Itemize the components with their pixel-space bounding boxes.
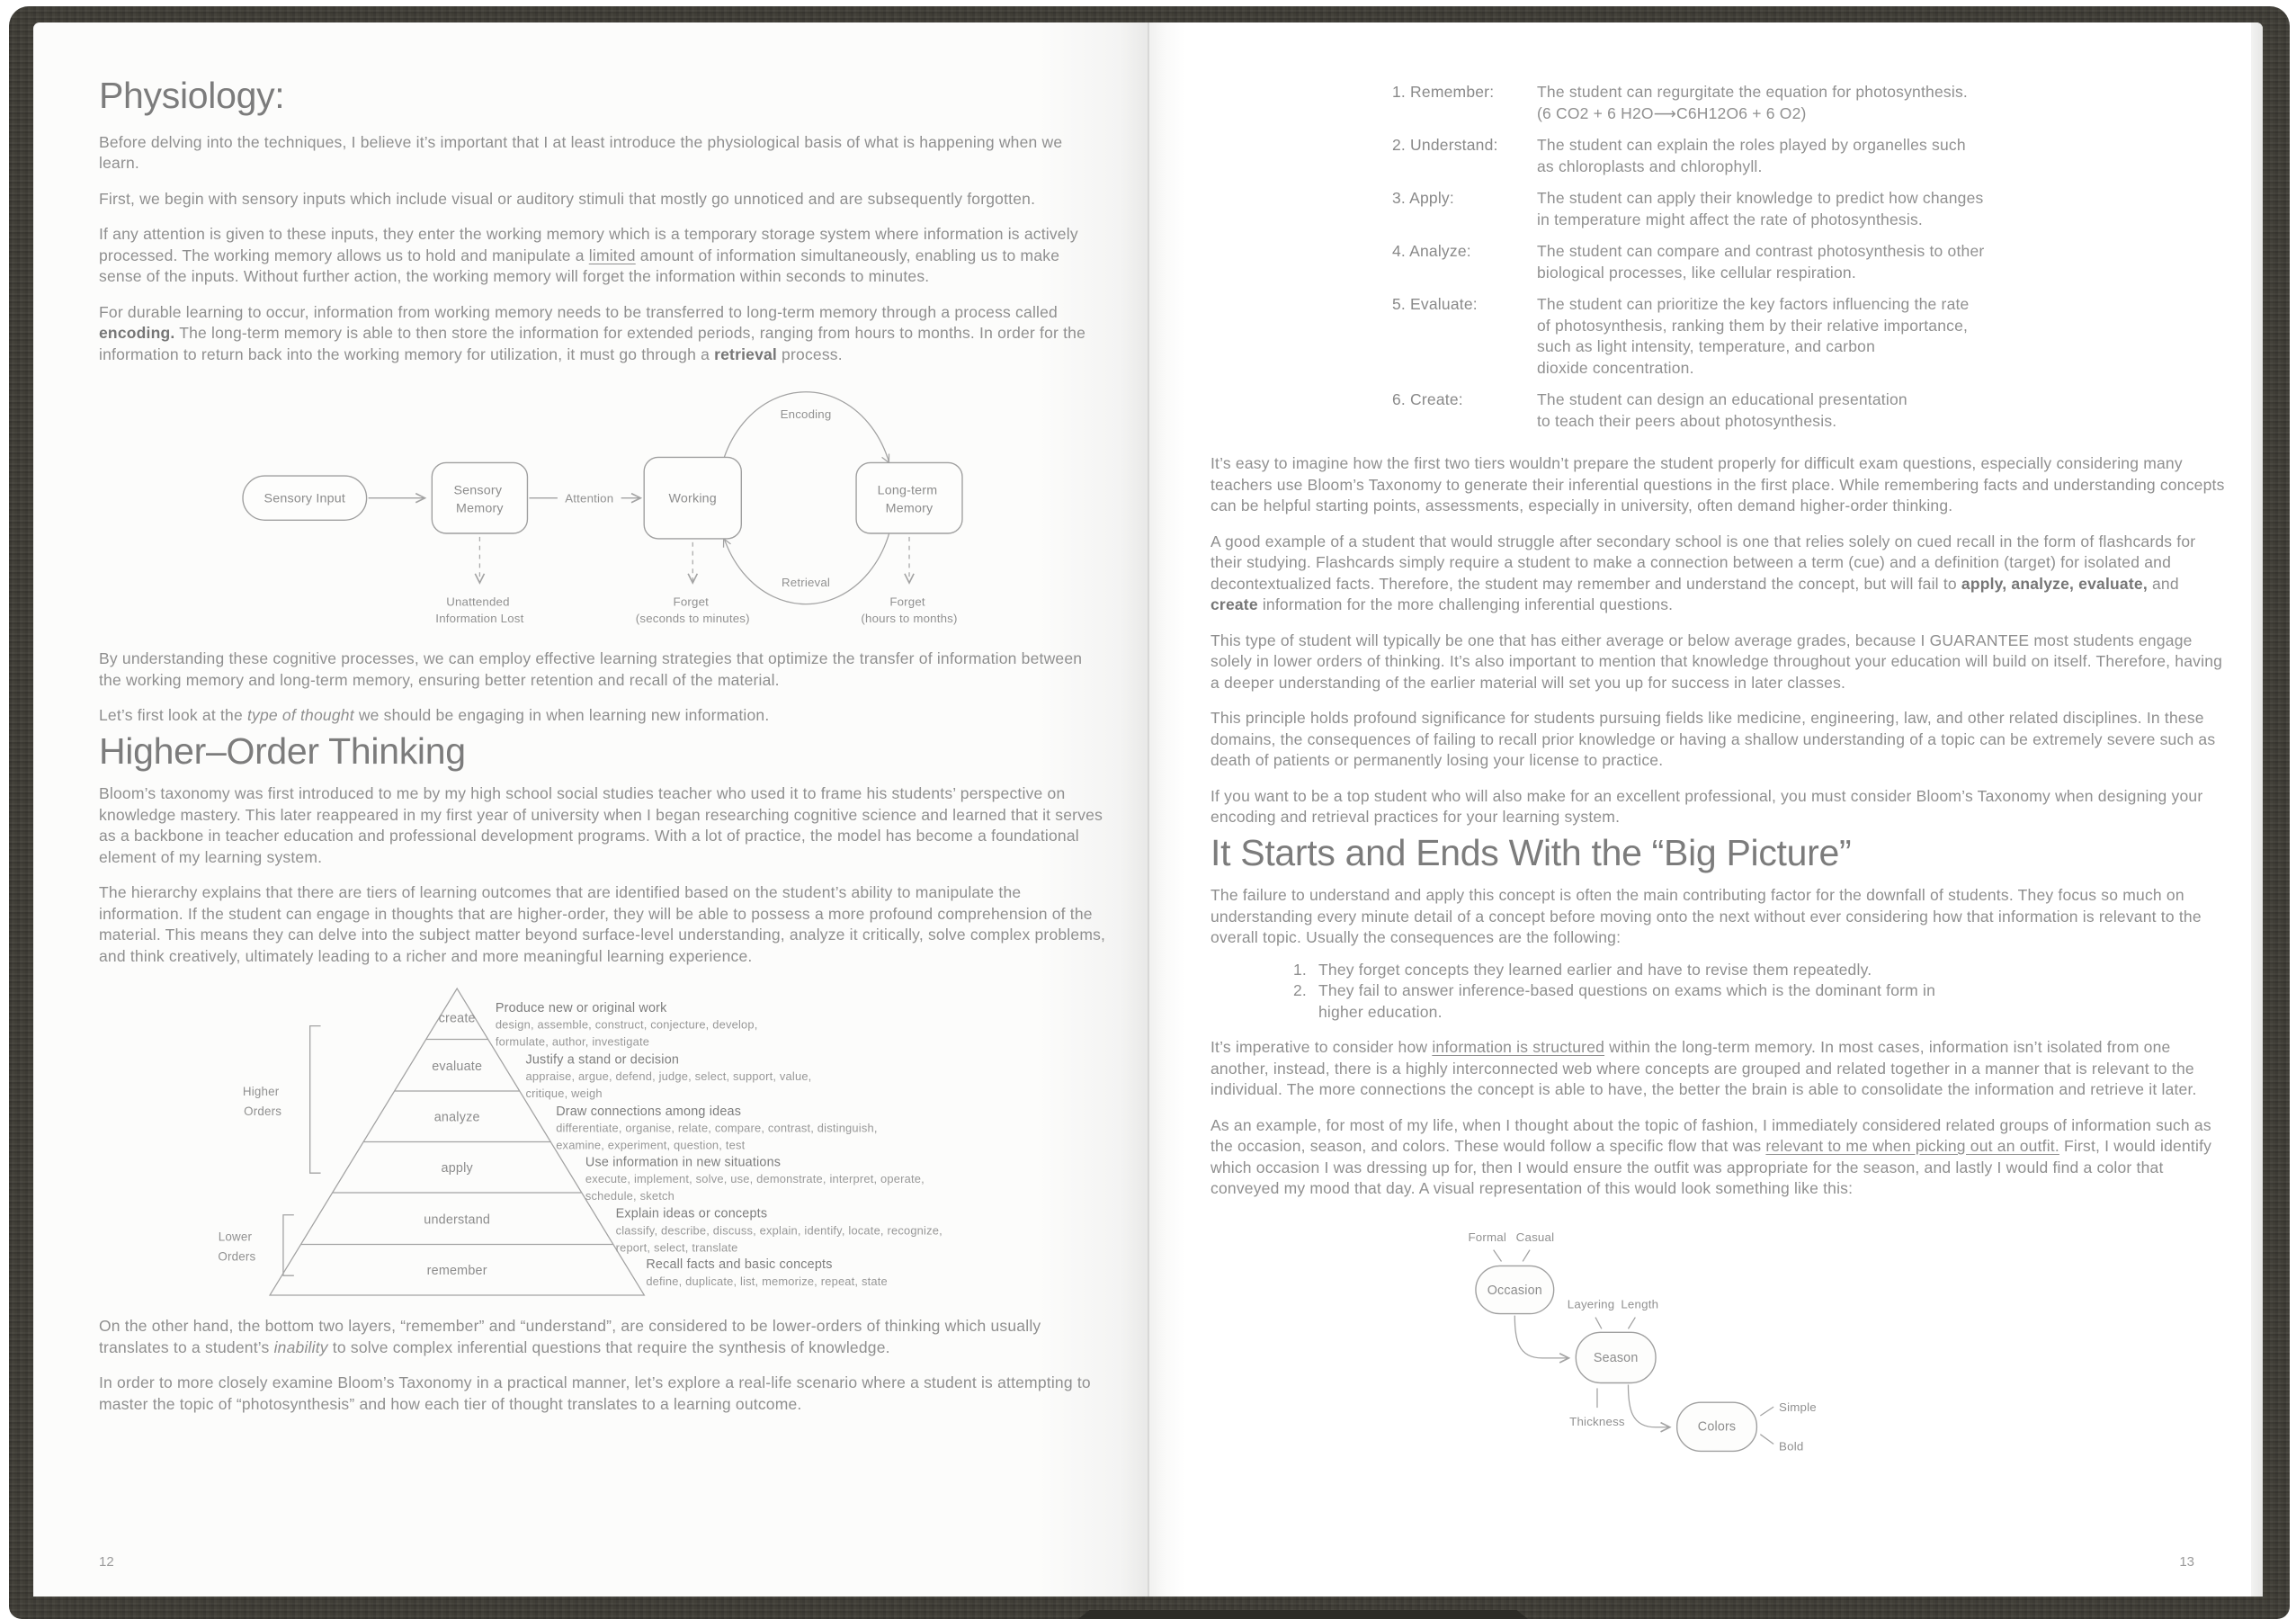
paragraph: The failure to understand and apply this concept is often the main contributing factor for the downfall of students. They focus so much on understanding every minute detail of a concept before moving onto the next without ever considering how that information is relevant to the overall topic. Usually the consequences are the following: <box>1211 886 2202 946</box>
forget-longterm-label: Forget (hours to months) <box>861 595 958 626</box>
forget-working-label: Forget (seconds to minutes) <box>635 595 750 626</box>
text-segment: For durable learning to occur, information from working memory needs to be transferred to long-term memory through a process called <box>99 302 1058 321</box>
text-segment: As an example, for most of my life, when I thought about the topic of fashion, I immediately considered related groups of information such as the occasion, season, and colors. These would follow a specific flow that was <box>1211 1115 2211 1155</box>
text-segment: to solve complex inferential questions that require the synthesis of knowledge. <box>327 1337 890 1356</box>
paragraph <box>99 224 1106 288</box>
text-segment: we should be engaging in when learning new information. <box>353 706 770 724</box>
thickness-label: Thickness <box>1569 1414 1625 1428</box>
outcome-row <box>1392 135 2229 177</box>
pyramid-level-verbs: design, assemble, construct, conjecture, develop, <box>495 1017 758 1032</box>
retrieval-label: Retrieval <box>782 575 831 589</box>
fashion-flow-diagram <box>1409 1214 2030 1489</box>
paragraph: It’s easy to imagine how the first two tiers wouldn’t prepare the student properly for difficult exam questions, especially considering many teachers use Bloom’s Taxonomy to generate their inferential questions in the first place. While remembering facts and understanding concepts can be helpful starting points, assessments, especially in university, often demand higher-order thinking. <box>1211 454 2225 514</box>
text-segment: encoding. <box>99 324 175 342</box>
working-memory-label: Working <box>668 491 717 506</box>
blooms-pyramid-diagram <box>176 981 978 1303</box>
text-segment: apply, analyze, evaluate, <box>1961 574 2148 593</box>
simple-tick <box>1760 1407 1773 1416</box>
outcome-description: The student can prioritize the key factors influencing the rate of photosynthesis, ranking them by their relative importance, such as light intensity, temperature, and carbon dioxide concentration. <box>1537 295 1970 377</box>
pyramid-level-title: Recall facts and basic concepts <box>646 1257 833 1273</box>
higher-orders-bracket <box>310 1026 321 1174</box>
pyramid-level-verbs: report, select, translate <box>615 1240 738 1255</box>
pyramid-level-verbs: classify, describe, discuss, explain, identify, locate, recognize, <box>615 1223 943 1238</box>
paragraph <box>99 705 1106 727</box>
paragraph <box>99 302 1106 366</box>
casual-tick <box>1523 1249 1530 1261</box>
paragraph: Before delving into the techniques, I believe it’s important that I at least introduce the physiological basis of what is happening when we learn. <box>99 132 1063 172</box>
open-pages <box>33 22 2263 1597</box>
bold-label: Bold <box>1779 1438 1804 1453</box>
page-left <box>33 22 1148 1597</box>
pyramid-level-title: Justify a stand or decision <box>525 1052 680 1068</box>
pyramid-level-verbs: critique, weigh <box>525 1086 603 1100</box>
length-label: Length <box>1621 1297 1659 1311</box>
pyramid-level-verbs: differentiate, organise, relate, compare, contrast, distinguish, <box>556 1121 878 1135</box>
paragraph: This type of student will typically be one that has either average or below average grades, because I GUARANTEE most students engage solely in lower orders of thinking. It’s also important to mention that knowledge throughout your education will build on itself. Therefore, having a deeper understanding of the earlier material will set you up for success in later classes. <box>1211 631 2223 692</box>
text-segment: amount of information simultaneously, enabling us to make sense of the inputs. Without further action, the working memory will forget the information within seconds to minutes. <box>99 246 1060 285</box>
text-segment: Let’s first look at the <box>99 706 247 724</box>
sensory-input-label: Sensory Input <box>264 491 346 506</box>
layering-label: Layering <box>1567 1297 1615 1311</box>
consequence-item: 2. They fail to answer inference-based questions on exams which is the dominant form in higher education. <box>1311 980 2229 1023</box>
paragraph <box>99 1316 1106 1358</box>
outcome-row <box>1392 82 2229 124</box>
pyramid-level-label: remember <box>426 1264 487 1279</box>
page-edge <box>2251 22 2263 1597</box>
text-segment: type of thought <box>246 706 354 724</box>
bold-tick <box>1760 1434 1773 1444</box>
text-segment: retrieval <box>714 344 777 363</box>
paragraph <box>1211 1115 2229 1200</box>
text-segment: information for the more challenging inferential questions. <box>1257 595 1674 613</box>
text-segment: A good example of a student that would struggle after secondary school is one that relies solely on cued recall in the form of flashcards for their studying. Flashcards simply require a student to make a connection between a term (cue) and a definition (target) for isolated and decontextualized facts. Therefore, the student may remember and understand the concept, but will fail to <box>1211 532 2196 593</box>
encoding-label: Encoding <box>780 407 832 422</box>
formal-label: Formal <box>1468 1230 1507 1244</box>
higher-orders-label: Higher Orders <box>242 1084 282 1118</box>
text-segment: process. <box>777 344 843 363</box>
attention-label: Attention <box>565 491 614 505</box>
consequences-list <box>1273 960 2229 1024</box>
sensory-memory-label: Sensory Memory <box>453 483 504 516</box>
text-segment: First, I would identify which occasion I was dressing up for, then I would ensure the outfit was appropriate for the season, and lastly I would find a color that conveyed my mood that day. A visual representation of this would look something like this: <box>1211 1137 2212 1197</box>
text-segment: limited <box>588 246 636 264</box>
text-segment: and <box>2147 574 2179 593</box>
pyramid-level-verbs: execute, implement, solve, use, demonstrate, interpret, operate, <box>585 1172 925 1186</box>
text-segment: relevant to me when picking out an outfit. <box>1765 1137 2059 1155</box>
paragraph: The hierarchy explains that there are tiers of learning outcomes that are identified based on the student’s ability to manipulate the information. If the student can engage in thoughts that are higher-order, they will be able to possess a more profound comprehension of the material. This means they can delve into the subject matter beyond surface-level understanding, analyze it critically, solve complex problems, and think creatively, ultimately leading to a richer and more meaningful learning experience. <box>99 883 1106 965</box>
memory-flow-diagram <box>236 380 969 636</box>
outcome-row <box>1392 241 2229 283</box>
paragraph: This principle holds profound significance for students pursuing fields like medicine, engineering, law, and other related disciplines. In these domains, the consequences of failing to recall prior knowledge or having a shallow understanding of a topic can be extremely severe such as death of patients or permanently losing your license to practice. <box>1211 709 2216 769</box>
pyramid-level-title: Draw connections among ideas <box>556 1104 742 1119</box>
outcome-tier-label: 4. Analyze: <box>1392 242 1471 260</box>
text-segment: information is structured <box>1432 1038 1605 1056</box>
paragraph: Bloom’s taxonomy was first introduced to me by my high school social studies teacher who used it to frame his students’ perspective on knowledge mastery. This later reappeared in my first year of university when I began researching cognitive science and learned that it serves as a backbone in teacher education and professional development programs. With a lot of practice, the model has become a foundational element of my learning system. <box>99 784 1103 866</box>
text-segment: On the other hand, the bottom two layers, “remember” and “understand”, are considered to be lower-orders of thinking which usually translates to a student’s <box>99 1317 1041 1356</box>
page-left-content <box>33 22 1148 1415</box>
simple-label: Simple <box>1779 1400 1817 1414</box>
occasion-to-season-arrow <box>1514 1315 1568 1357</box>
paragraph: In order to more closely examine Bloom’s Taxonomy in a practical manner, let’s explore a real-life scenario where a student is attempting to master the topic of “photosynthesis” and how each tier of thought translates to a learning outcome. <box>99 1373 1091 1413</box>
lower-orders-bracket <box>283 1215 294 1275</box>
outcome-row <box>1392 188 2229 230</box>
formal-tick <box>1494 1249 1502 1261</box>
paragraph: By understanding these cognitive processes, we can employ effective learning strategies that optimize the transfer of information between the working memory and long-term memory, ensuring better retention and recall of the material. <box>99 649 1083 689</box>
page-number: 12 <box>99 1554 114 1570</box>
section-heading: It Starts and Ends With the “Big Picture” <box>1211 831 1852 873</box>
occasion-label: Occasion <box>1487 1283 1542 1298</box>
outcome-tier-label: 2. Understand: <box>1392 136 1498 154</box>
pyramid-level-verbs: define, duplicate, list, memorize, repeat, state <box>646 1275 888 1289</box>
text-segment: create <box>1211 595 1258 613</box>
layering-tick <box>1595 1317 1602 1328</box>
unattended-label: Unattended Information Lost <box>435 595 524 626</box>
blooms-outcomes-list <box>1392 82 2229 432</box>
paragraph: First, we begin with sensory inputs which include visual or auditory stimuli that mostly go unnoticed and are subsequently forgotten. <box>99 189 1036 208</box>
pyramid-level-title: Use information in new situations <box>585 1155 782 1170</box>
outcome-tier-label: 1. Remember: <box>1392 83 1495 101</box>
colors-label: Colors <box>1697 1419 1737 1435</box>
text-segment: If any attention is given to these inputs, they enter the working memory which is a temporary storage system where information is actively processed. The working memory allows us to hold and manipulate a <box>99 225 1078 264</box>
outcome-row <box>1392 294 2229 379</box>
pyramid-level-label: understand <box>424 1212 491 1228</box>
outcome-description: The student can design an educational presentation to teach their peers about photosynthesis. <box>1537 390 1907 430</box>
pyramid-level-verbs: appraise, argue, defend, judge, select, support, value, <box>525 1069 812 1084</box>
lower-orders-label: Lower Orders <box>218 1230 256 1264</box>
paragraph <box>1211 1037 2229 1101</box>
consequence-item: 1. They forget concepts they learned earlier and have to revise them repeatedly. <box>1311 960 2229 981</box>
outcome-tier-label: 5. Evaluate: <box>1392 295 1478 313</box>
length-tick <box>1628 1317 1635 1328</box>
casual-label: Casual <box>1515 1230 1555 1244</box>
season-to-colors-arrow <box>1628 1384 1669 1427</box>
pyramid-level-verbs: examine, experiment, question, test <box>556 1138 746 1152</box>
page-title: Physiology: <box>99 75 285 116</box>
longterm-memory-label: Long-term Memory <box>877 483 938 516</box>
outcome-description: The student can apply their knowledge to predict how changes in temperature might affect the rate of photosynthesis. <box>1537 189 1984 228</box>
text-segment: inability <box>273 1337 328 1356</box>
outcome-description: The student can explain the roles played by organelles such as chloroplasts and chlorophyll. <box>1537 136 1966 175</box>
text-segment: within the long-term memory. In most cases, information isn’t isolated from one another, instead, there is a highly interconnected web where concepts are grouped and related together in a manner that is relevant to the individual. The more connections the concept is able to have, the better the brain is able to consolidate the information and retrieve it later. <box>1211 1038 2197 1098</box>
pyramid-level-title: Explain ideas or concepts <box>615 1206 768 1221</box>
pyramid-level-label: analyze <box>433 1110 480 1125</box>
outcome-description: The student can compare and contrast photosynthesis to other biological processes, like cellular respiration. <box>1537 242 1985 282</box>
pyramid-level-label: create <box>438 1011 476 1026</box>
pyramid-level-title: Produce new or original work <box>495 1000 667 1015</box>
pyramid-level-verbs: schedule, sketch <box>585 1188 675 1203</box>
outcome-tier-label: 3. Apply: <box>1392 189 1454 207</box>
pyramid-level-label: evaluate <box>432 1060 483 1075</box>
outcome-tier-label: 6. Create: <box>1392 390 1463 408</box>
page-right <box>1148 22 2263 1597</box>
text-segment: The long-term memory is able to then store the information for extended periods, ranging from hours to months. In order for the information to return back into the working memory for utilization, it must go through a <box>99 324 1086 363</box>
pyramid-level-verbs: formulate, author, investigate <box>495 1034 650 1049</box>
paragraph: If you want to be a top student who will also make for an excellent professional, you must consider Bloom’s Taxonomy when designing your encoding and retrieval practices for your learning system. <box>1211 786 2203 826</box>
page-number: 13 <box>2179 1554 2194 1570</box>
page-right-content <box>1149 22 2263 1489</box>
season-label: Season <box>1593 1350 1639 1365</box>
book-cover-tab <box>1078 1610 1528 1619</box>
section-heading: Higher–Order Thinking <box>99 729 466 772</box>
outcome-description: The student can regurgitate the equation for photosynthesis. (6 CO2 + 6 H2O⟶C6H12O6 + 6 O2) <box>1537 83 1968 122</box>
pyramid-level-label: apply <box>441 1161 473 1176</box>
text-segment: It’s imperative to consider how <box>1211 1038 1433 1056</box>
paragraph <box>1211 532 2229 616</box>
outcome-row <box>1392 389 2229 432</box>
